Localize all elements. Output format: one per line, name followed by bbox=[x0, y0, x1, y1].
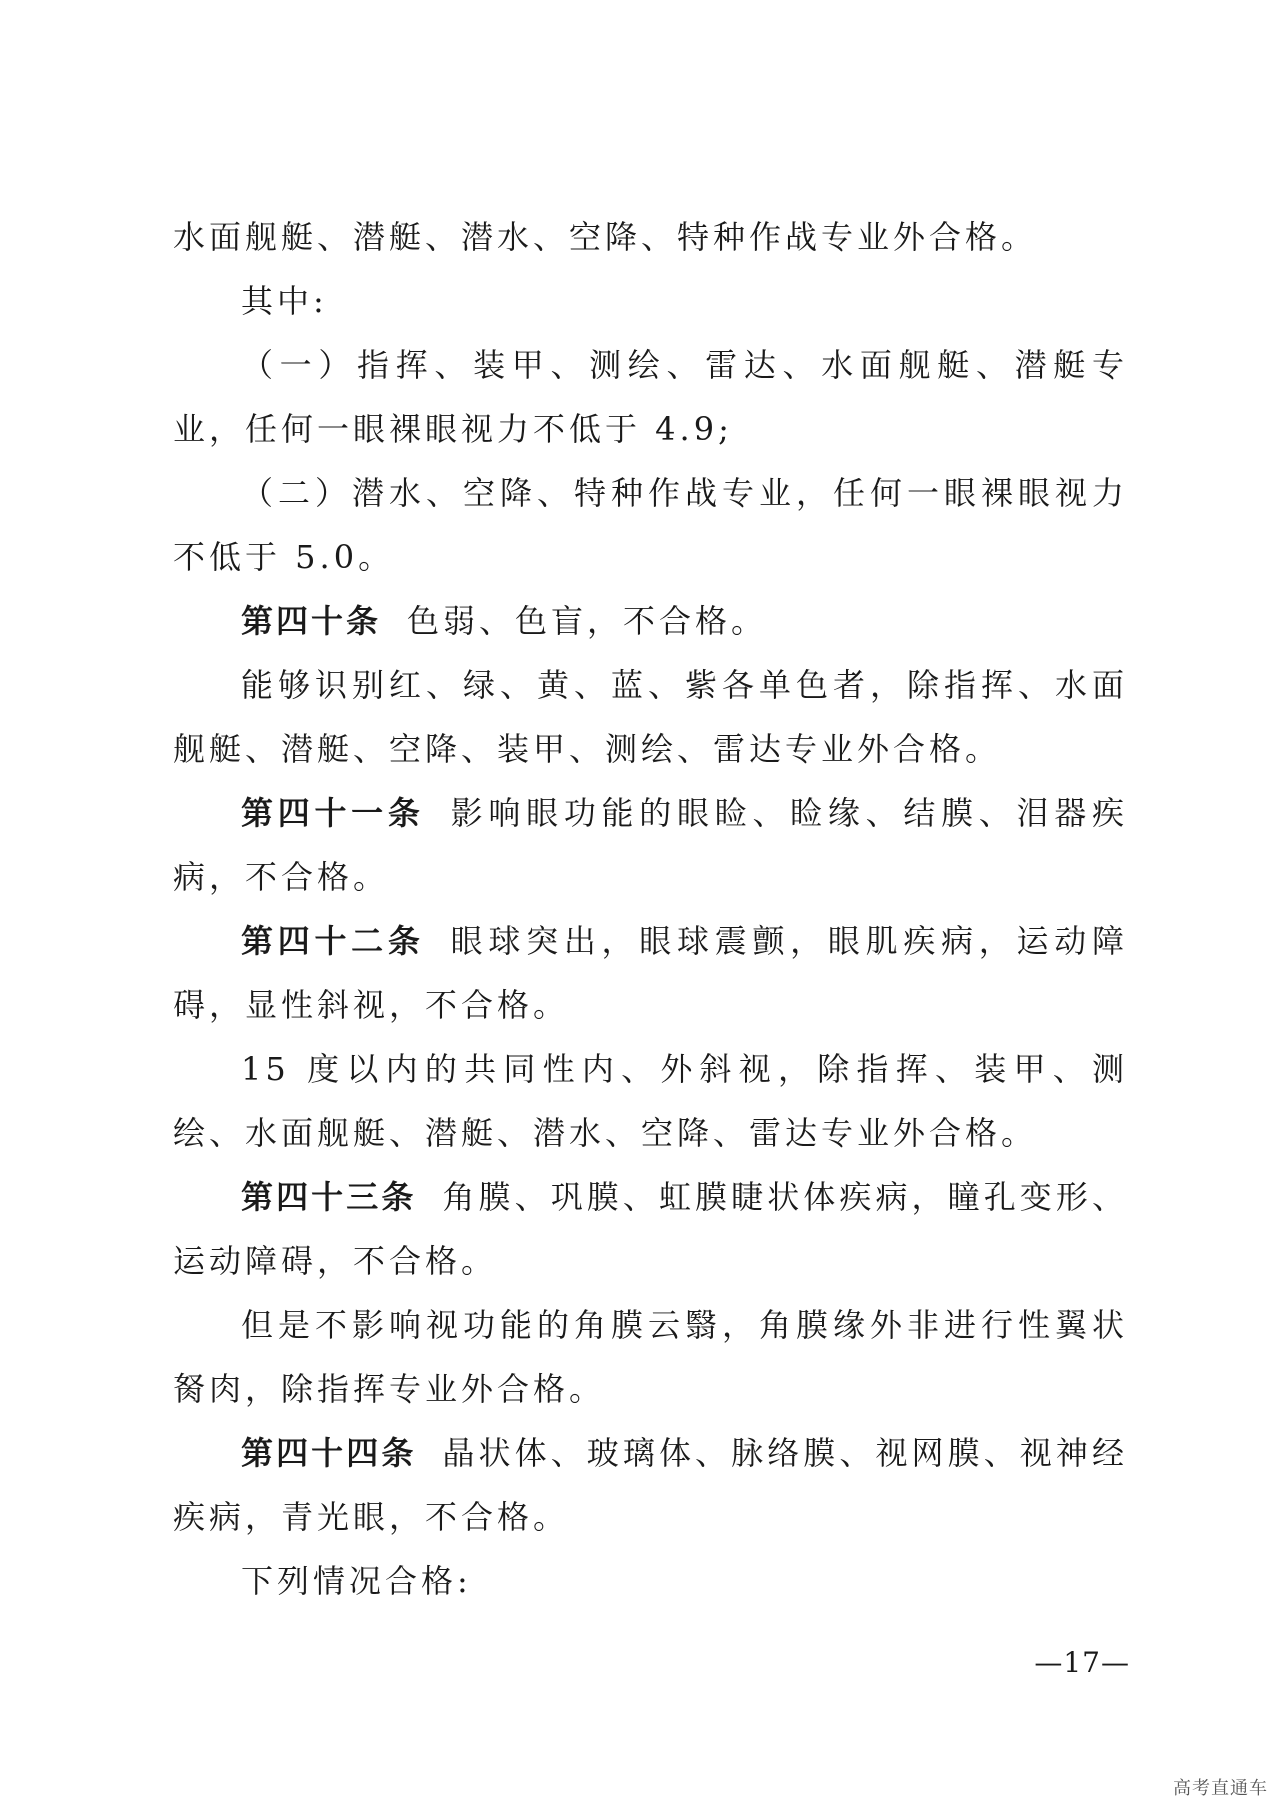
paragraph-text: 其中: bbox=[241, 282, 328, 320]
paragraph bbox=[173, 461, 1128, 589]
paragraph bbox=[173, 1293, 1128, 1421]
paragraph-text: 色弱、色盲，不合格。 bbox=[407, 602, 768, 640]
article-heading: 第四十三条 bbox=[241, 1178, 417, 1216]
paragraph-text: 角膜、巩膜、虹膜睫状体疾病，瞳孔变形、运动障碍，不合格。 bbox=[173, 1178, 1128, 1280]
article-paragraph bbox=[173, 781, 1128, 909]
watermark-text: 高考直通车 bbox=[1173, 1778, 1268, 1799]
article-heading: 第四十条 bbox=[241, 602, 382, 640]
article-heading: 第四十二条 bbox=[241, 922, 425, 960]
paragraph-text: （一）指挥、装甲、测绘、雷达、水面舰艇、潜艇专业，任何一眼裸眼视力不低于 4.9; bbox=[173, 346, 1128, 448]
paragraph-text: 晶状体、玻璃体、脉络膜、视网膜、视神经疾病，青光眼，不合格。 bbox=[173, 1434, 1128, 1536]
paragraph-text: 影响眼功能的眼睑、睑缘、结膜、泪器疾病，不合格。 bbox=[173, 794, 1128, 896]
article-paragraph bbox=[173, 909, 1128, 1037]
paragraph bbox=[173, 269, 1128, 333]
paragraph-text: 水面舰艇、潜艇、潜水、空降、特种作战专业外合格。 bbox=[173, 218, 1038, 256]
paragraph-text: 15 度以内的共同性内、外斜视，除指挥、装甲、测绘、水面舰艇、潜艇、潜水、空降、雷达专业外合格。 bbox=[173, 1050, 1128, 1152]
paragraph bbox=[173, 1549, 1128, 1613]
paragraph bbox=[173, 653, 1128, 781]
article-heading: 第四十一条 bbox=[241, 794, 425, 832]
paragraph-text: 能够识别红、绿、黄、蓝、紫各单色者，除指挥、水面舰艇、潜艇、空降、装甲、测绘、雷达专业外合格。 bbox=[173, 666, 1128, 768]
paragraph-text: 眼球突出，眼球震颤，眼肌疾病，运动障碍，显性斜视，不合格。 bbox=[173, 922, 1128, 1024]
paragraph bbox=[173, 1037, 1128, 1165]
article-paragraph bbox=[173, 1421, 1128, 1549]
paragraph bbox=[173, 205, 1128, 269]
paragraph-text: 下列情况合格: bbox=[241, 1562, 472, 1600]
paragraph-text: （二）潜水、空降、特种作战专业，任何一眼裸眼视力不低于 5.0。 bbox=[173, 474, 1128, 576]
paragraph-text: 但是不影响视功能的角膜云翳，角膜缘外非进行性翼状胬肉，除指挥专业外合格。 bbox=[173, 1306, 1128, 1408]
article-heading: 第四十四条 bbox=[241, 1434, 417, 1472]
page-number: —17— bbox=[1034, 1646, 1130, 1679]
document-body bbox=[173, 205, 1128, 1613]
article-paragraph bbox=[173, 1165, 1128, 1293]
paragraph bbox=[173, 333, 1128, 461]
article-paragraph bbox=[173, 589, 1128, 653]
